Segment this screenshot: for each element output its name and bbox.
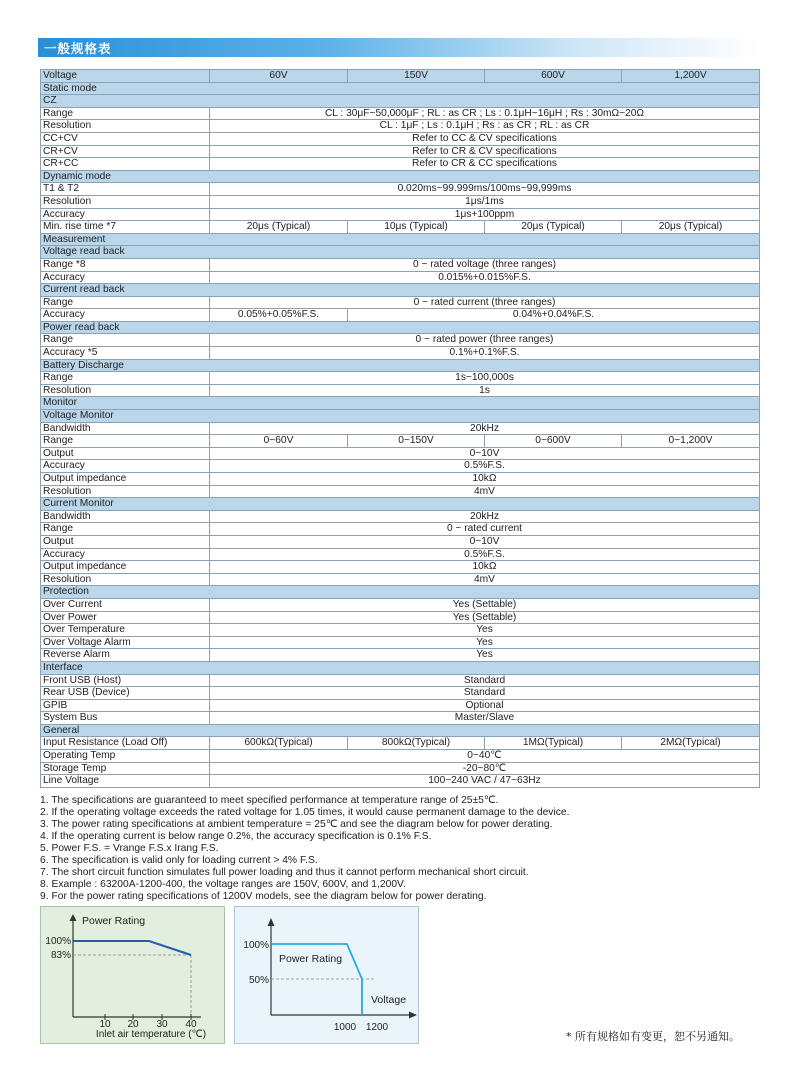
table-row (41, 384, 760, 397)
section-title-bar (38, 38, 760, 57)
row-label: Bandwidth (41, 510, 210, 523)
cell-value: -20~80℃ (210, 762, 760, 775)
cell-value: 800kΩ(Typical) (348, 737, 485, 750)
diagram2-xtick-1200: 1200 (365, 1022, 389, 1033)
table-row (41, 712, 760, 725)
section-header-row (41, 82, 760, 95)
cell-value: 4mV (210, 573, 760, 586)
section-label: Voltage read back (41, 246, 760, 259)
header-cell: Voltage (41, 70, 210, 83)
row-label: CR+CV (41, 145, 210, 158)
table-row (41, 447, 760, 460)
diagram1-ylabel-100: 100% (45, 936, 71, 947)
cell-value: 0.5%F.S. (210, 460, 760, 473)
table-row (41, 762, 760, 775)
table-row (41, 120, 760, 133)
row-label: Reverse Alarm (41, 649, 210, 662)
cell-value: 600kΩ(Typical) (210, 737, 348, 750)
diagram2-ylabel-100: 100% (243, 940, 269, 951)
cell-value: Master/Slave (210, 712, 760, 725)
row-label: CC+CV (41, 132, 210, 145)
row-label: Accuracy *5 (41, 347, 210, 360)
cell-value: 0 ~ rated current (three ranges) (210, 296, 760, 309)
row-label: Range (41, 523, 210, 536)
cell-value: 10kΩ (210, 561, 760, 574)
cell-value: 0 ~ rated current (210, 523, 760, 536)
table-row (41, 258, 760, 271)
table-row (41, 422, 760, 435)
row-label: Resolution (41, 195, 210, 208)
row-label: Range (41, 107, 210, 120)
section-header-row (41, 724, 760, 737)
section-header-row (41, 359, 760, 372)
table-row (41, 145, 760, 158)
table-row (41, 271, 760, 284)
cell-value: 1μs/1ms (210, 195, 760, 208)
note-item: 3. The power rating specifications at ambient temperature = 25℃ and see the diagram below for power derating. (40, 819, 553, 830)
table-row (41, 435, 760, 448)
cell-value: 0.1%+0.1%F.S. (210, 347, 760, 360)
power-derating-voltage-diagram (234, 906, 419, 1044)
row-label: Storage Temp (41, 762, 210, 775)
section-header-row (41, 321, 760, 334)
row-label: Accuracy (41, 271, 210, 284)
note-item: 2. If the operating voltage exceeds the rated voltage for 1.05 times, it would cause permanent damage to the device. (40, 807, 570, 818)
table-row (41, 195, 760, 208)
cell-value: 0~60V (210, 435, 348, 448)
diagram2-ylabel-50: 50% (248, 975, 269, 986)
row-label: T1 & T2 (41, 183, 210, 196)
note-item: 8. Example : 63200A-1200-400, the voltage ranges are 150V, 600V, and 1,200V. (40, 879, 406, 890)
diagram1-xlabel: Inlet air temperature (℃) (95, 1029, 207, 1040)
section-header-row (41, 284, 760, 297)
cell-value: Refer to CR & CV specifications (210, 145, 760, 158)
cell-value: 20μs (Typical) (622, 221, 760, 234)
row-label: Input Resistance (Load Off) (41, 737, 210, 750)
diagram1-xtick: 40 (185, 1019, 197, 1030)
section-header-row (41, 170, 760, 183)
cell-value: 1μs+100ppm (210, 208, 760, 221)
cell-value: Standard (210, 687, 760, 700)
table-row (41, 636, 760, 649)
disclaimer-footnote: * 所有规格如有变更，恕不另通知。 (566, 1030, 740, 1043)
header-cell: 150V (348, 70, 485, 83)
table-row (41, 750, 760, 763)
section-header-row (41, 586, 760, 599)
row-label: Accuracy (41, 309, 210, 322)
diagram2-xlabel: Voltage (371, 994, 407, 1006)
table-row (41, 473, 760, 486)
section-label: Dynamic mode (41, 170, 760, 183)
row-label: Over Voltage Alarm (41, 636, 210, 649)
header-cell: 60V (210, 70, 348, 83)
cell-value: Yes (210, 624, 760, 637)
row-label: CR+CC (41, 158, 210, 171)
table-row (41, 624, 760, 637)
cell-value: 0~40℃ (210, 750, 760, 763)
table-row (41, 561, 760, 574)
cell-value: 0.04%+0.04%F.S. (348, 309, 760, 322)
diagram1-xtick: 10 (99, 1019, 111, 1030)
row-label: Range (41, 435, 210, 448)
cell-value: 0.015%+0.015%F.S. (210, 271, 760, 284)
table-row (41, 296, 760, 309)
table-row (41, 208, 760, 221)
note-item: 9. For the power rating specifications of 1200V models, see the diagram below for power derating. (40, 891, 487, 902)
cell-value: Optional (210, 699, 760, 712)
section-label: CZ (41, 95, 760, 108)
section-label: Battery Discharge (41, 359, 760, 372)
header-cell: 600V (485, 70, 622, 83)
row-label: Front USB (Host) (41, 674, 210, 687)
row-label: System Bus (41, 712, 210, 725)
section-label: Static mode (41, 82, 760, 95)
row-label: Range *8 (41, 258, 210, 271)
cell-value: 20kHz (210, 422, 760, 435)
table-row (41, 460, 760, 473)
cell-value: CL : 30μF~50,000μF ; RL : as CR ; Ls : 0.1μH~16μH ; Rs : 30mΩ~20Ω (210, 107, 760, 120)
section-label: Current read back (41, 284, 760, 297)
row-label: Resolution (41, 573, 210, 586)
section-header-row (41, 498, 760, 511)
table-row (41, 183, 760, 196)
cell-value: 0.5%F.S. (210, 548, 760, 561)
table-row (41, 649, 760, 662)
section-label: Current Monitor (41, 498, 760, 511)
table-row (41, 573, 760, 586)
table-row (41, 510, 760, 523)
cell-value: Yes (Settable) (210, 598, 760, 611)
cell-value: 20kHz (210, 510, 760, 523)
cell-value: 0~1,200V (622, 435, 760, 448)
section-label: Power read back (41, 321, 760, 334)
spec-table (40, 69, 760, 788)
cell-value: Yes (210, 649, 760, 662)
row-label: Over Current (41, 598, 210, 611)
row-label: Output (41, 447, 210, 460)
cell-value: 100~240 VAC / 47~63Hz (210, 775, 760, 788)
row-label: Resolution (41, 120, 210, 133)
row-label: Accuracy (41, 548, 210, 561)
row-label: Range (41, 372, 210, 385)
section-header-row (41, 246, 760, 259)
section-header-row (41, 661, 760, 674)
table-row (41, 699, 760, 712)
section-title: 一般规格表 (44, 41, 112, 56)
row-label: Range (41, 296, 210, 309)
cell-value: 0.020ms~99.999ms/100ms~99,999ms (210, 183, 760, 196)
cell-value: Yes (Settable) (210, 611, 760, 624)
table-row (41, 737, 760, 750)
cell-value: Refer to CC & CV specifications (210, 132, 760, 145)
diagram2-title: Power Rating (279, 953, 343, 965)
row-label: Output impedance (41, 561, 210, 574)
cell-value: 20μs (Typical) (485, 221, 622, 234)
row-label: GPIB (41, 699, 210, 712)
note-item: 5. Power F.S. = Vrange F.S.x Irang F.S. (40, 843, 219, 854)
section-header-row (41, 233, 760, 246)
row-label: Bandwidth (41, 422, 210, 435)
cell-value: 4mV (210, 485, 760, 498)
cell-value: 0~10V (210, 447, 760, 460)
cell-value: 10μs (Typical) (348, 221, 485, 234)
cell-value: 0~150V (348, 435, 485, 448)
section-label: Voltage Monitor (41, 410, 760, 423)
cell-value: 10kΩ (210, 473, 760, 486)
note-item: 1. The specifications are guaranteed to meet specified performance at temperature range of 25±5℃. (40, 795, 499, 806)
row-label: Resolution (41, 485, 210, 498)
row-label: Over Power (41, 611, 210, 624)
row-label: Resolution (41, 384, 210, 397)
row-label: Accuracy (41, 460, 210, 473)
table-row (41, 372, 760, 385)
row-label: Over Temperature (41, 624, 210, 637)
cell-value: 0~600V (485, 435, 622, 448)
table-row (41, 548, 760, 561)
cell-value: 1s~100,000s (210, 372, 760, 385)
table-row (41, 334, 760, 347)
section-label: General (41, 724, 760, 737)
section-header-row (41, 95, 760, 108)
row-label: Operating Temp (41, 750, 210, 763)
table-row (41, 107, 760, 120)
section-label: Interface (41, 661, 760, 674)
section-label: Protection (41, 586, 760, 599)
section-header-row (41, 397, 760, 410)
cell-value: Refer to CR & CC specifications (210, 158, 760, 171)
table-row (41, 687, 760, 700)
section-header-row (41, 410, 760, 423)
section-label: Monitor (41, 397, 760, 410)
row-label: Min. rise time *7 (41, 221, 210, 234)
note-item: 7. The short circuit function simulates full power loading and thus it cannot perform mechanical short circuit. (40, 867, 529, 878)
cell-value: 1MΩ(Typical) (485, 737, 622, 750)
cell-value: 20μs (Typical) (210, 221, 348, 234)
diagram1-xtick: 20 (127, 1019, 139, 1030)
header-cell: 1,200V (622, 70, 760, 83)
row-label: Output impedance (41, 473, 210, 486)
cell-value: 0.05%+0.05%F.S. (210, 309, 348, 322)
diagram1-ylabel-83: 83% (50, 950, 71, 961)
cell-value: 0 ~ rated voltage (three ranges) (210, 258, 760, 271)
table-row (41, 485, 760, 498)
table-row (41, 598, 760, 611)
table-row (41, 309, 760, 322)
diagram1-xtick: 30 (156, 1019, 168, 1030)
table-header-row (41, 70, 760, 83)
table-row (41, 158, 760, 171)
row-label: Accuracy (41, 208, 210, 221)
cell-value: 2MΩ(Typical) (622, 737, 760, 750)
table-row (41, 347, 760, 360)
cell-value: CL : 1μF ; Ls : 0.1μH ; Rs : as CR ; RL : as CR (210, 120, 760, 133)
cell-value: 0~10V (210, 535, 760, 548)
table-row (41, 132, 760, 145)
note-item: 4. If the operating current is below range 0.2%, the accuracy specification is 0.1% F.S. (40, 831, 432, 842)
cell-value: 0 ~ rated power (three ranges) (210, 334, 760, 347)
cell-value: Standard (210, 674, 760, 687)
power-derating-temperature-diagram (40, 906, 225, 1044)
table-row (41, 611, 760, 624)
note-item: 6. The specification is valid only for loading current > 4% F.S. (40, 855, 318, 866)
table-row (41, 775, 760, 788)
cell-value: Yes (210, 636, 760, 649)
table-row (41, 535, 760, 548)
row-label: Range (41, 334, 210, 347)
notes-list (40, 795, 760, 903)
table-row (41, 523, 760, 536)
section-label: Measurement (41, 233, 760, 246)
row-label: Line Voltage (41, 775, 210, 788)
diagram1-title: Power Rating (82, 915, 146, 927)
cell-value: 1s (210, 384, 760, 397)
table-row (41, 221, 760, 234)
diagram2-xtick-1000: 1000 (333, 1022, 357, 1033)
table-row (41, 674, 760, 687)
row-label: Rear USB (Device) (41, 687, 210, 700)
row-label: Output (41, 535, 210, 548)
